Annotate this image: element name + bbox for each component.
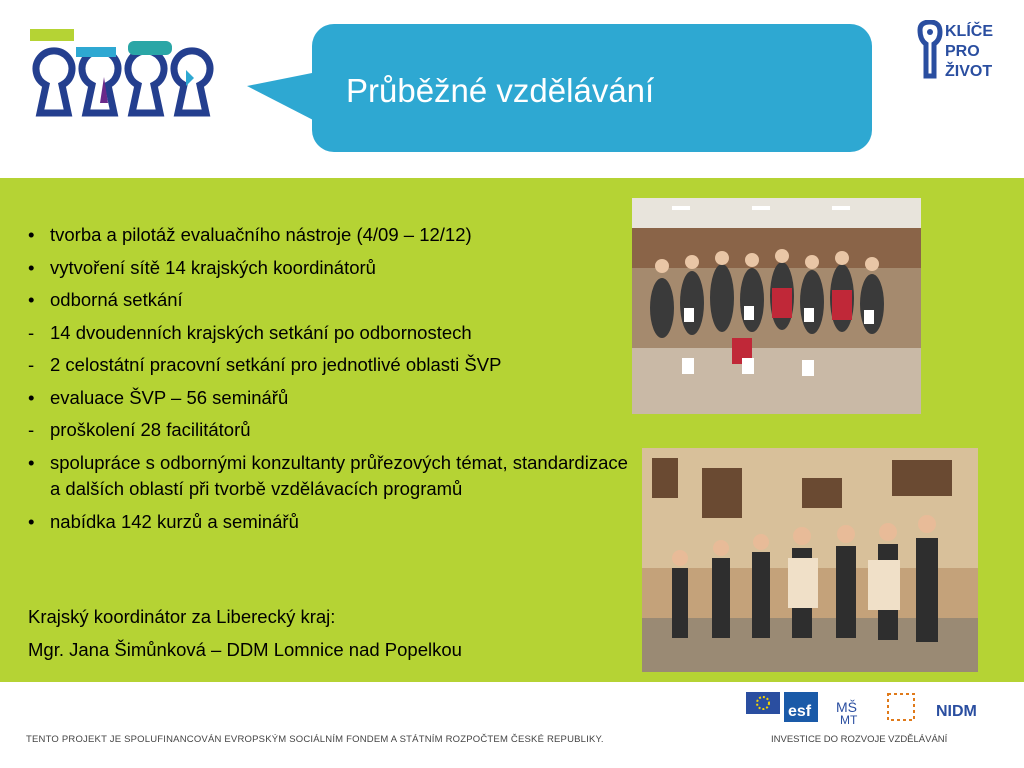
coordinator-info (28, 600, 462, 666)
funding-logos-icon (746, 688, 998, 728)
bullet-text: vytvoření sítě 14 krajských koordinátorů (50, 256, 376, 278)
bullet-marker: • (28, 256, 35, 278)
header (0, 0, 1024, 178)
keyholes-logo-icon (26, 25, 226, 120)
bullet-marker: • (28, 510, 35, 532)
bullet-item (28, 255, 628, 282)
logo-wordmark (945, 22, 993, 82)
bullet-text: nabídka 142 kurzů a seminářů (50, 510, 299, 532)
bullet-text: spolupráce s odbornými konzultanty průřezových témat, standardizace a dalších oblastí při tvorbě vzdělávacích programů (50, 451, 628, 499)
bullet-text: 2 celostátní pracovní setkání pro jednotlivé oblasti ŠVP (50, 354, 502, 375)
group-photo-outdoor (642, 448, 978, 672)
speech-bubble-tail (247, 72, 317, 122)
bullet-text: evaluace ŠVP – 56 seminářů (50, 386, 289, 408)
coordinator-line-2: Mgr. Jana Šimůnková – DDM Lomnice nad Popelkou (28, 639, 462, 660)
logo-line-3: ŽIVOT (945, 63, 993, 80)
bullet-item (28, 222, 628, 249)
logo-line-2: PRO (945, 43, 980, 60)
bullet-text: tvorba a pilotáž evaluačního nástroje (4/09 – 12/12) (50, 224, 472, 245)
bullet-text: proškolení 28 facilitátorů (50, 419, 251, 440)
bullet-marker: • (28, 224, 35, 245)
coordinator-line-1: Krajský koordinátor za Liberecký kraj: (28, 606, 336, 627)
svg-text:esf: esf (788, 703, 812, 720)
bullet-item (28, 509, 628, 536)
bullet-text: 14 dvoudenních krajských setkání po odbornostech (50, 321, 472, 343)
group-photo-indoor (632, 198, 921, 414)
page-title: Průběžné vzdělávání (346, 72, 655, 109)
svg-text:MT: MT (840, 713, 858, 727)
bullet-marker: - (28, 419, 35, 440)
bullet-item (28, 287, 628, 314)
logo-line-1: KLÍČE (945, 23, 993, 40)
footer-invest-label: INVESTICE DO ROZVOJE VZDĚLÁVÁNÍ (771, 734, 948, 745)
bullet-item (28, 385, 628, 412)
bullet-marker: - (28, 354, 35, 375)
footer-disclaimer: TENTO PROJEKT JE SPOLUFINANCOVÁN EVROPSKÝM SOCIÁLNÍM FONDEM A STÁTNÍM ROZPOČTEM ČESKÉ REPUBLIKY. (26, 734, 604, 745)
bullet-marker: - (28, 321, 35, 343)
bullet-text: odborná setkání (50, 289, 183, 310)
bullet-marker: • (28, 451, 35, 473)
bullet-item (28, 450, 628, 503)
svg-text:NIDM: NIDM (936, 703, 977, 720)
svg-text:MŠ: MŠ (836, 699, 857, 715)
bullet-marker: • (28, 289, 35, 310)
bullet-item (28, 417, 628, 444)
bullet-item (28, 352, 628, 379)
bullet-marker: • (28, 386, 35, 408)
bullet-item (28, 320, 628, 347)
bullet-list (28, 222, 628, 541)
